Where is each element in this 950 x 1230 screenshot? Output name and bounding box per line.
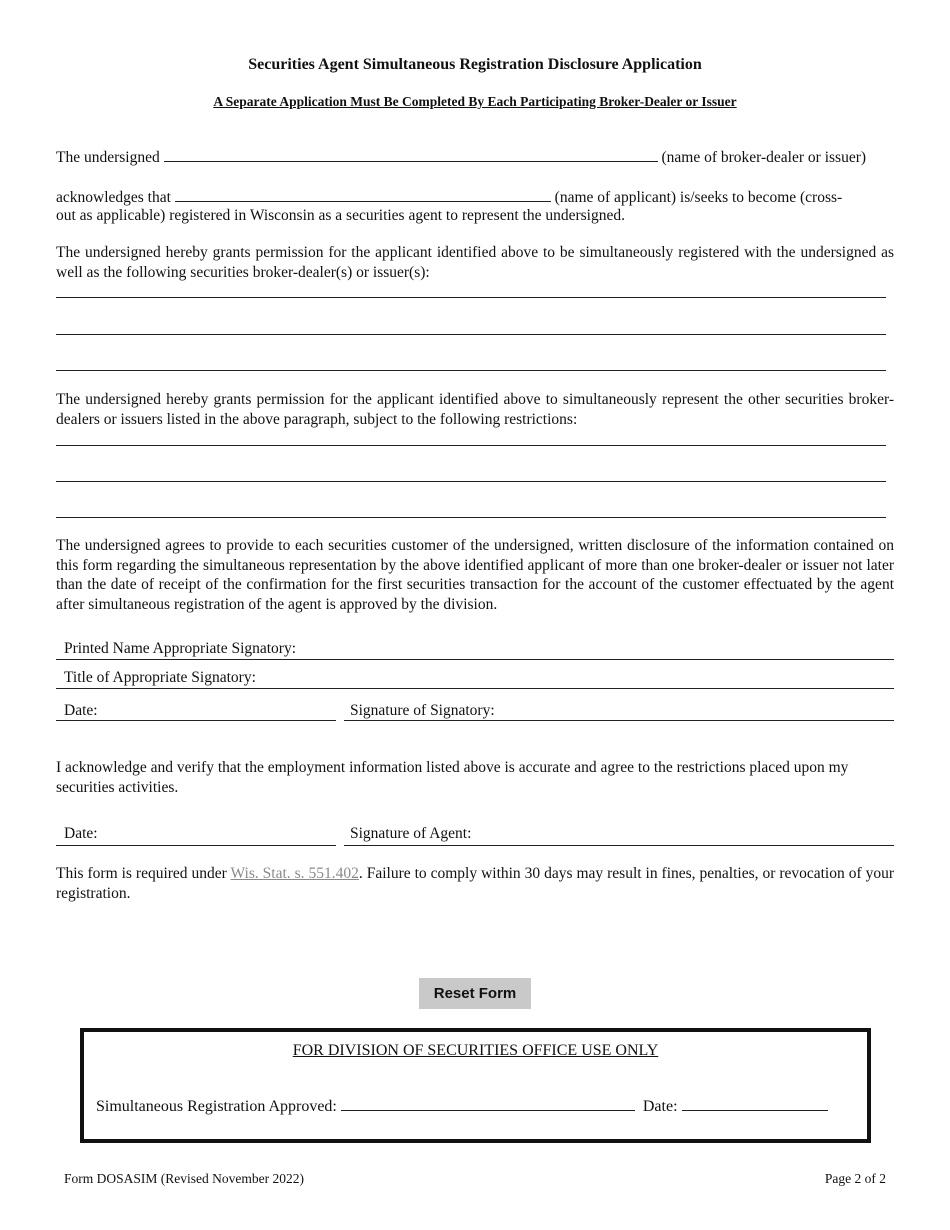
agent-signature-field[interactable] [344, 845, 894, 846]
disclosure-text: The undersigned agrees to provide to each securities customer of the undersigned, written disclosure of the information contained on this form regarding the simultaneous representation by the above identified applicant of more than one broker-dealer or issuer not later than the date of receipt of the confirmation for the first securities transaction for the account of the customer effectuated by the agent after simultaneous registration of the agent is approved by the division. [56, 537, 894, 613]
broker-dealer-name-field[interactable] [164, 147, 658, 162]
ack-prefix: acknowledges that [56, 189, 171, 206]
restrictions-line-1[interactable] [56, 445, 886, 446]
broker-dealer-list-line-1[interactable] [56, 297, 886, 298]
broker-dealer-list-line-2[interactable] [56, 334, 886, 335]
agent-signature-label: Signature of Agent: [350, 825, 472, 842]
approved-label: Simultaneous Registration Approved: [96, 1098, 337, 1115]
statute-link[interactable]: Wis. Stat. s. 551.402 [230, 865, 359, 882]
undersigned-suffix: (name of broker-dealer or issuer) [661, 149, 867, 166]
agent-acknowledgement-text: I acknowledge and verify that the employment information listed above is accurate and agree to the restrictions placed upon my securities activities. [56, 759, 849, 796]
simultaneous-registration-text: The undersigned hereby grants permission for the applicant identified above to be simultaneously registered with the undersigned as well as the following securities broker-dealer(s) or issuer(s): [56, 244, 894, 281]
broker-dealer-list-line-3[interactable] [56, 370, 886, 371]
restrictions-line-3[interactable] [56, 517, 886, 518]
office-date-field[interactable] [682, 1096, 828, 1111]
page-title: Securities Agent Simultaneous Registration Disclosure Application [248, 56, 702, 73]
restrictions-line-2[interactable] [56, 481, 886, 482]
ack-suffix-b: out as applicable) registered in Wisconsin as a securities agent to represent the undersigned. [56, 207, 625, 224]
signatory-signature-label: Signature of Signatory: [350, 702, 495, 719]
signatory-signature-field[interactable] [344, 720, 894, 721]
form-id: Form DOSASIM (Revised November 2022) [64, 1171, 304, 1186]
printed-name-field[interactable] [56, 659, 894, 660]
notice-prefix: This form is required under [56, 865, 227, 882]
signatory-title-label: Title of Appropriate Signatory: [64, 669, 256, 686]
notice-suffix: . Failure to comply within 30 days may result in fines, penalties, or revocation of your registration. [56, 865, 894, 902]
agent-date-field[interactable] [56, 845, 336, 846]
office-use-title: FOR DIVISION OF SECURITIES OFFICE USE ONLY [292, 1042, 659, 1059]
page-subtitle: A Separate Application Must Be Completed By Each Participating Broker-Dealer or Issuer [213, 94, 737, 109]
statute-notice [56, 864, 894, 903]
office-use-box [80, 1028, 871, 1143]
restrictions-text: The undersigned hereby grants permission for the applicant identified above to simultaneously represent the other securities broker-dealers or issuers listed in the above paragraph, subject to the following restrictions: [56, 391, 894, 428]
signatory-title-field[interactable] [56, 688, 894, 689]
acknowledges-line [56, 187, 894, 208]
printed-name-label: Printed Name Appropriate Signatory: [64, 640, 297, 657]
approval-line [96, 1096, 828, 1116]
applicant-name-field[interactable] [175, 187, 551, 202]
agent-date-label: Date: [64, 825, 98, 842]
signatory-date-field[interactable] [56, 720, 336, 721]
approved-field[interactable] [341, 1096, 635, 1111]
reset-form-button[interactable]: Reset Form [419, 978, 531, 1009]
signatory-date-label: Date: [64, 702, 98, 719]
undersigned-line [56, 147, 894, 168]
office-date-label: Date: [642, 1098, 678, 1115]
ack-suffix-a: (name of applicant) is/seeks to become (cross- [554, 189, 843, 206]
page-number: Page 2 of 2 [824, 1171, 886, 1186]
undersigned-prefix: The undersigned [56, 149, 160, 166]
